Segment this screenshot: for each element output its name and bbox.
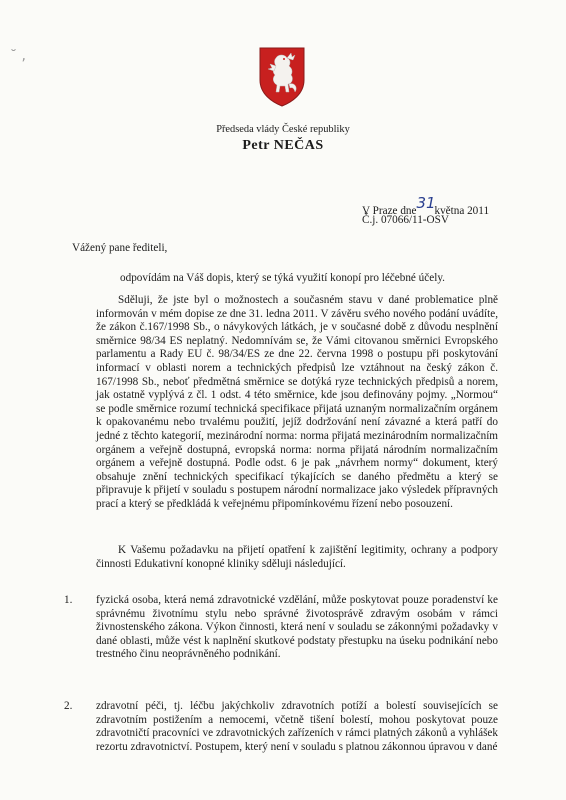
- numbered-list-1: [64, 594, 498, 662]
- list-item: [64, 700, 498, 754]
- list-item: [64, 594, 498, 662]
- list-item-number: 1.: [64, 594, 73, 606]
- list-item-number: 2.: [64, 700, 73, 712]
- margin-mark-icon: ˘ ,: [10, 48, 26, 64]
- list-item-text: zdravotní péči, tj. léčbu jakýchkoliv zdravotních potíží a bolestí souvisejících se zdravotním postižením a nemocemi, včetně tišení bolestí, mohou poskytovat pouze zdravotničtí pracovníci ve zdravotnických zařízeních v rámci platných zákonů a vyhlášek rezortu zdravotnictví. Postupem, který není v souladu s platnou zákonnou úpravou v dané: [96, 700, 498, 753]
- numbered-list-2: [64, 700, 498, 754]
- list-item-text: fyzická osoba, která nemá zdravotnické vzdělání, může poskytovat pouze poradenství ke správnému životnímu stylu nebo správné životosprávě zdravým osobám v rámci živnostenského zákona. Výkon činnosti, která není v souladu se zákonnými požadavky v dané oblasti, může vést k naplnění skutkové podstaty přestupku na úseku podnikání nebo trestného činu neoprávněného podnikání.: [96, 594, 498, 661]
- reference-number: Č.j. 07066/11-OSV: [362, 214, 449, 226]
- date-day-handwritten: 31: [416, 194, 436, 212]
- body-paragraph-2: K Vašemu požadavku na přijetí opatření k zajištění legitimity, ochrany a podpory činnosti Edukativní konopné kliniky sděluji následující.: [96, 544, 498, 570]
- body-paragraph-1: Sděluji, že jste byl o možnostech a současném stavu v dané problematice plně informován v mém dopise ze dne 31. ledna 2011. V závěru svého nového podání uvádíte, že zákon č.167/1998 Sb., o návykových látkách, je v současné době z důvodu nesplnění směrnice 98/34 ES neplatný. Nedomnívám se, že Vámi citovanou směrnici Evropského parlamentu a Rady EU č. 98/34/ES ze dne 22. června 1998 o postupu při poskytování informací v oblasti norem a technických předpisů lze vztáhnout na český zákon č. 167/1998 Sb., neboť předmětná směrnice se dotýká ryze technických předpisů a norem, jak ostatně vyplývá z čl. 1 odst. 4 této směrnice, kde jsou definovány pojmy. „Normou“ se podle směrnice rozumí technická specifikace přijatá uznaným normalizačním orgánem k opakovanému nebo trvalému použití, jejíž dodržování není závazné a která patří do jedné z těchto kategorií, mezinárodní norma: norma přijatá mezinárodním normalizačním orgánem a veřejně dostupná, evropská norma: norma přijatá národním normalizačním orgánem a veřejně dostupná. Podle odst. 6 je pak „návrhem normy“ dokument, který obsahuje znění technických specifikací týkajících se daného předmětu a který se připravuje k přijetí v souladu s postupem národní normalizace jako výsledek přípravných prací a který se předkládá k veřejnému připomínkovému řízení nebo posouzení.: [96, 294, 498, 510]
- intro-sentence: odpovídám na Váš dopis, který se týká využití konopí pro léčebné účely.: [120, 272, 445, 284]
- salutation: Vážený pane řediteli,: [72, 242, 168, 254]
- office-title: Předseda vlády České republiky: [216, 124, 350, 135]
- sender-name: Petr NEČAS: [242, 138, 324, 153]
- date-suffix: května 2011: [434, 205, 490, 217]
- czech-coat-of-arms-icon: [258, 44, 306, 108]
- date-prefix: V Praze dne: [362, 205, 417, 217]
